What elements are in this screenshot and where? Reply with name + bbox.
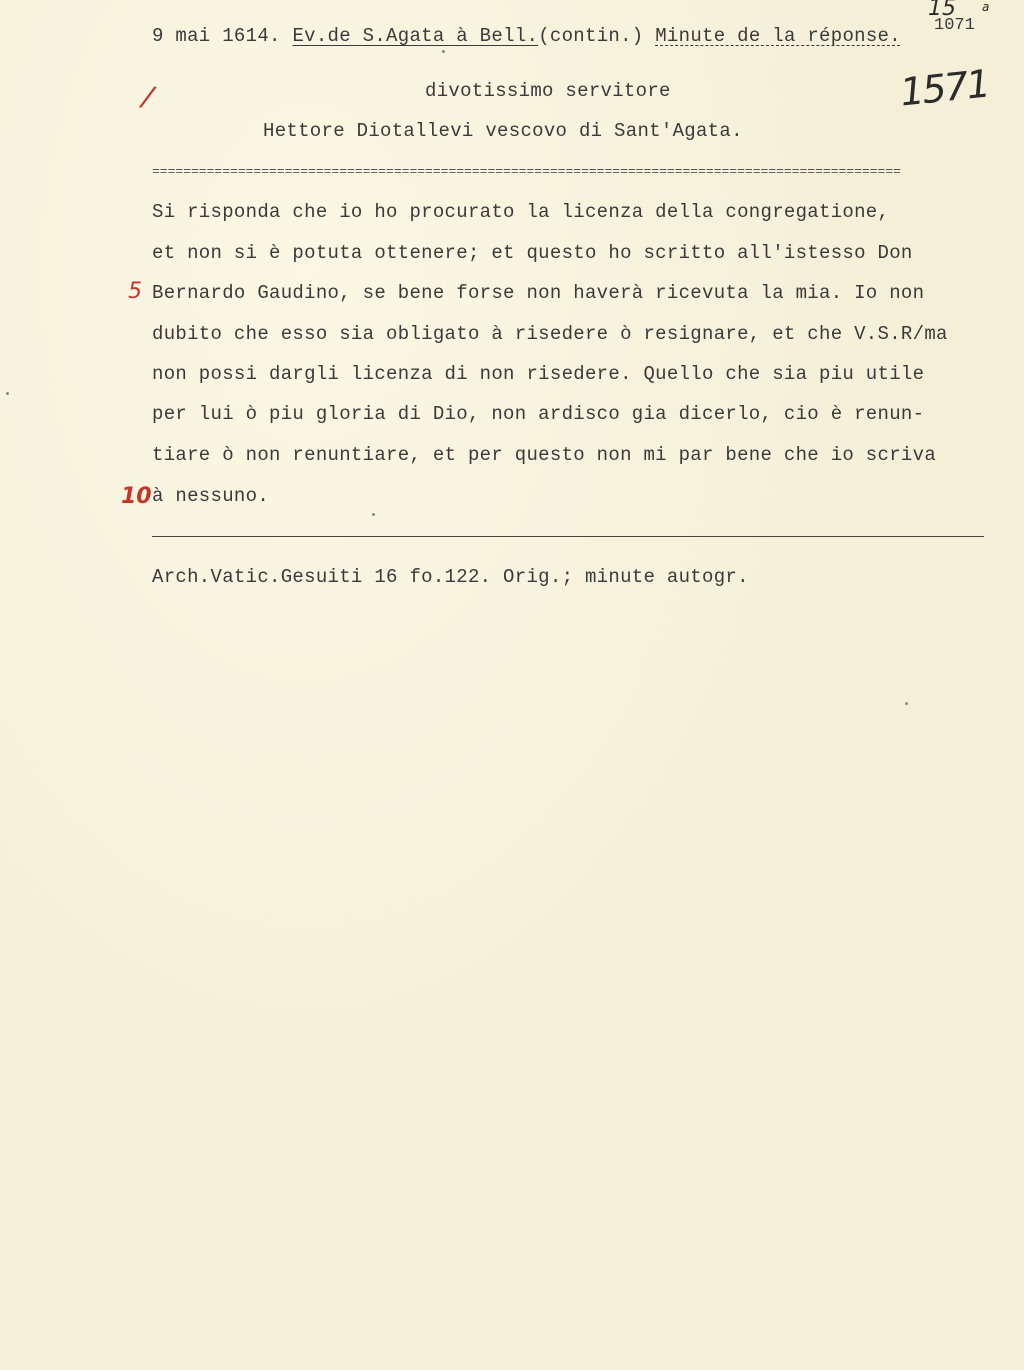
paper-speck <box>442 50 445 53</box>
page-number-handwritten: 1571 <box>897 61 991 115</box>
header-line <box>152 24 901 48</box>
body-line: per lui ò piu gloria di Dio, non ardisco gia dicerlo, cio è renun- <box>152 403 925 425</box>
paper-speck <box>905 702 908 705</box>
header-contin: (contin.) <box>538 25 644 47</box>
margin-mark-1: / <box>140 79 156 114</box>
signoff-signature: Hettore Diotallevi vescovo di Sant'Agata. <box>263 120 743 142</box>
body-line: à nessuno. <box>152 485 270 507</box>
header-minute: Minute de la réponse. <box>655 25 901 47</box>
page-number-typed: 1071 <box>934 16 975 35</box>
archive-source: Arch.Vatic.Gesuiti 16 fo.122. Orig.; minute autogr. <box>152 566 749 588</box>
body-line: Si risponda che io ho procurato la licenza della congregatione, <box>152 201 890 223</box>
closing-rule <box>152 536 984 537</box>
paper-speck <box>6 392 9 395</box>
body-line: non possi dargli licenza di non risedere. Quello che sia piu utile <box>152 363 925 385</box>
body-line: Bernardo Gaudino, se bene forse non haverà ricevuta la mia. Io non <box>152 282 925 304</box>
header-subject: Ev.de S.Agata à Bell. <box>292 25 539 47</box>
page-number-top: 15 <box>928 0 956 21</box>
margin-line-number-5: 5 <box>128 279 142 304</box>
paper-speck <box>372 513 375 516</box>
body-line: et non si è potuta ottenere; et questo ho scritto all'istesso Don <box>152 242 913 264</box>
separator-line: ================================================================================================ <box>152 164 901 179</box>
body-line: tiare ò non renuntiare, et per questo non mi par bene che io scriva <box>152 444 937 466</box>
page-number-superscript: a <box>982 0 990 14</box>
margin-line-number-10: 10 <box>121 484 152 509</box>
signoff-closing: divotissimo servitore <box>425 80 671 102</box>
header-date: 9 mai 1614. <box>152 25 281 47</box>
body-line: dubito che esso sia obligato à risedere ò resignare, et che V.S.R/ma <box>152 323 948 345</box>
